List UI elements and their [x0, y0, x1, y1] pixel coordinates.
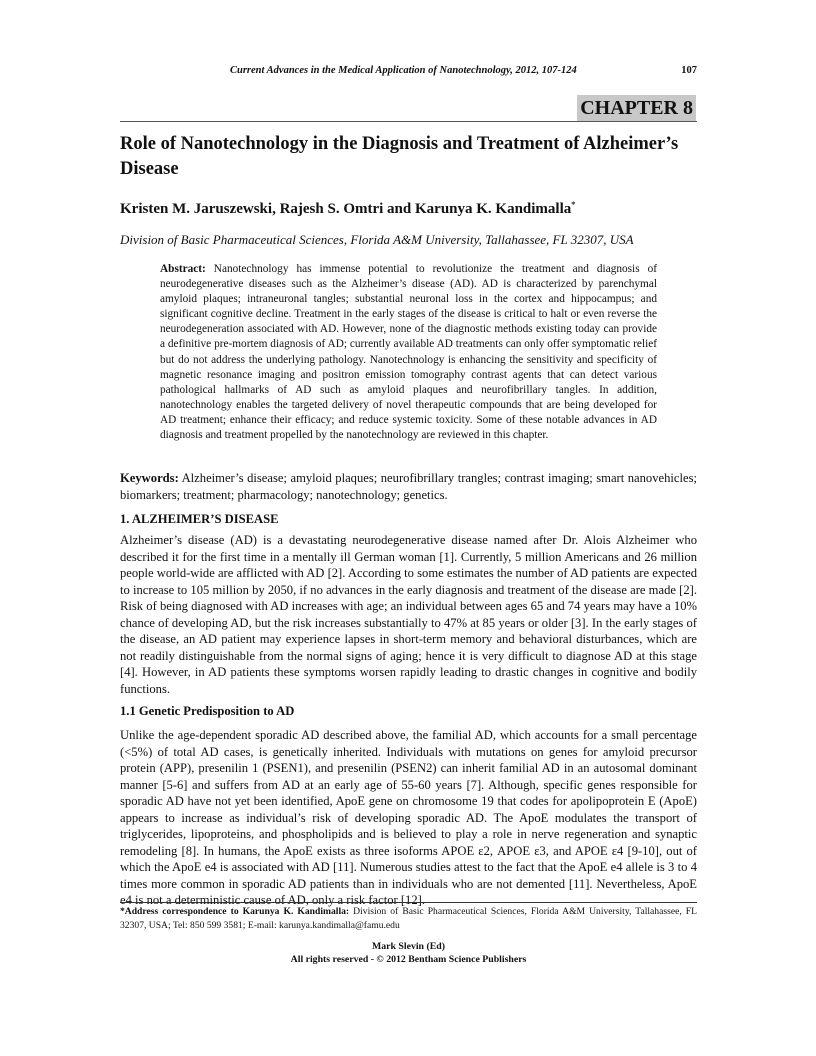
- journal-citation: Current Advances in the Medical Application of Nanotechnology, 2012, 107-124: [230, 65, 577, 76]
- rights-notice: All rights reserved - © 2012 Bentham Science Publishers: [290, 954, 527, 965]
- page-footer: [120, 940, 697, 966]
- footnote-label: *Address correspondence to Karunya K. Kandimalla:: [120, 906, 350, 917]
- abstract-label: Abstract:: [160, 263, 206, 275]
- abstract: [160, 262, 657, 443]
- keywords-label: Keywords:: [120, 471, 179, 485]
- subsection-heading: 1.1 Genetic Predisposition to AD: [120, 704, 295, 718]
- subsection-paragraph: Unlike the age-dependent sporadic AD described above, the familial AD, which accounts for a small percentage (<5%) of total AD cases, is genetically inherited. Individuals with mutations on genes for amyloid precursor protein (APP), presenilin 1 (PSEN1), and presenilin (PSEN2) can inherit familial AD in an autosomal dominant manner [5-6] and suffers from AD at an early age of 55-60 years [7]. Although, specific genes responsible for sporadic AD have not yet been identified, ApoE gene on chromosome 19 that codes for apolipoprotein E (ApoE) appears to increase as individual’s risk of developing sporadic AD. The ApoE modulates the transport of triglycerides, lipoproteins, and phospholipids and is believed to play a role in nerve regeneration and synaptic remodeling [8]. In humans, the ApoE exists as three isoforms APOE ε2, APOE ε3, and APOE ε4 [9-10], out of which the ApoE e4 is associated with AD [11]. Numerous studies attest to the fact that the ApoE e4 allele is 3 to 4 times more common in sporadic AD patients than in individuals who are not demented [11]. Nevertheless, ApoE e4 is not a deterministic cause of AD, only a risk factor [12].: [120, 728, 697, 907]
- authors: [120, 200, 575, 218]
- chapter-label: CHAPTER 8: [577, 95, 696, 121]
- editor-credit: Mark Slevin (Ed): [372, 941, 445, 952]
- footnote-rule: [120, 902, 697, 903]
- header-rule: [120, 121, 697, 122]
- page-number: 107: [681, 65, 697, 76]
- abstract-text: Nanotechnology has immense potential to revolutionize the treatment and diagnosis of neurodegenerative diseases such as the Alzheimer’s disease (AD). AD is characterized by parenchymal amyloid plaques; intraneuronal tangles; substantial neuronal loss in the cortex and hippocampus; and significant cognitive decline. Treatment in the early stages of the disease is critical to halt or even reverse the neurodegeneration associated with AD. However, none of the diagnostic methods existing today can provide a definitive pre-mortem diagnosis of AD; currently available AD treatments can only offer symptomatic relief but do not address the underlying pathology. Nanotechnology is enhancing the sensitivity and specificity of magnetic resonance imaging and positron emission tomography contrast agents that can detect various pathological hallmarks of AD such as amyloid plaques and neurofibrillary tangles. In addition, nanotechnology enables the targeted delivery of novel therapeutic compounds that are being developed for AD treatment; enhance their efficacy; and reduce systemic toxicity. Some of these notable advances in AD diagnosis and treatment propelled by the nanotechnology are reviewed in this chapter.: [160, 263, 657, 442]
- corresponding-mark: *: [571, 200, 576, 209]
- affiliation: Division of Basic Pharmaceutical Sciences, Florida A&M University, Tallahassee, FL 32307, USA: [120, 232, 634, 247]
- keywords-text: Alzheimer’s disease; amyloid plaques; neurofibrillary trangles; contrast imaging; smart nanovehicles; biomarkers; treatment; pharmacology; nanotechnology; genetics.: [120, 471, 697, 502]
- author-names: Kristen M. Jaruszewski, Rajesh S. Omtri and Karunya K. Kandimalla: [120, 201, 572, 217]
- section-paragraph: Alzheimer’s disease (AD) is a devastating neurodegenerative disease named after Dr. Alois Alzheimer who described it for the first time in a mentally ill German woman [1]. Currently, 5 million Americans and 26 million people world-wide are afflicted with AD [2]. According to some estimates the number of AD patients are expected to increase to 105 million by 2050, if no advances in the early diagnosis and treatment of the disease are made [2]. Risk of being diagnosed with AD increases with age; an individual between ages 65 and 74 years may have a 10% chance of developing AD, but the risk increases substantially to 47% at 85 years or older [3]. In the early stages of the disease, an AD patient may experience lapses in short-term memory and behavioral disturbances, which are not readily distinguishable from the normal signs of aging; hence it is very difficult to diagnose AD at this stage [4]. However, in AD patients these symptoms worsen rapidly leading to drastic changes in cognitive and bodily functions.: [120, 533, 697, 696]
- footnote: [120, 905, 697, 932]
- paper-title: Role of Nanotechnology in the Diagnosis and Treatment of Alzheimer’s Disease: [120, 134, 679, 179]
- footnote-text: Division of Basic Pharmaceutical Sciences, Florida A&M University, Tallahassee, FL 32307, USA; Tel: 850 599 3581; E-mail: karunya.kandimalla@famu.edu: [120, 906, 697, 931]
- section-heading: 1. ALZHEIMER’S DISEASE: [120, 512, 279, 526]
- keywords: [120, 470, 697, 504]
